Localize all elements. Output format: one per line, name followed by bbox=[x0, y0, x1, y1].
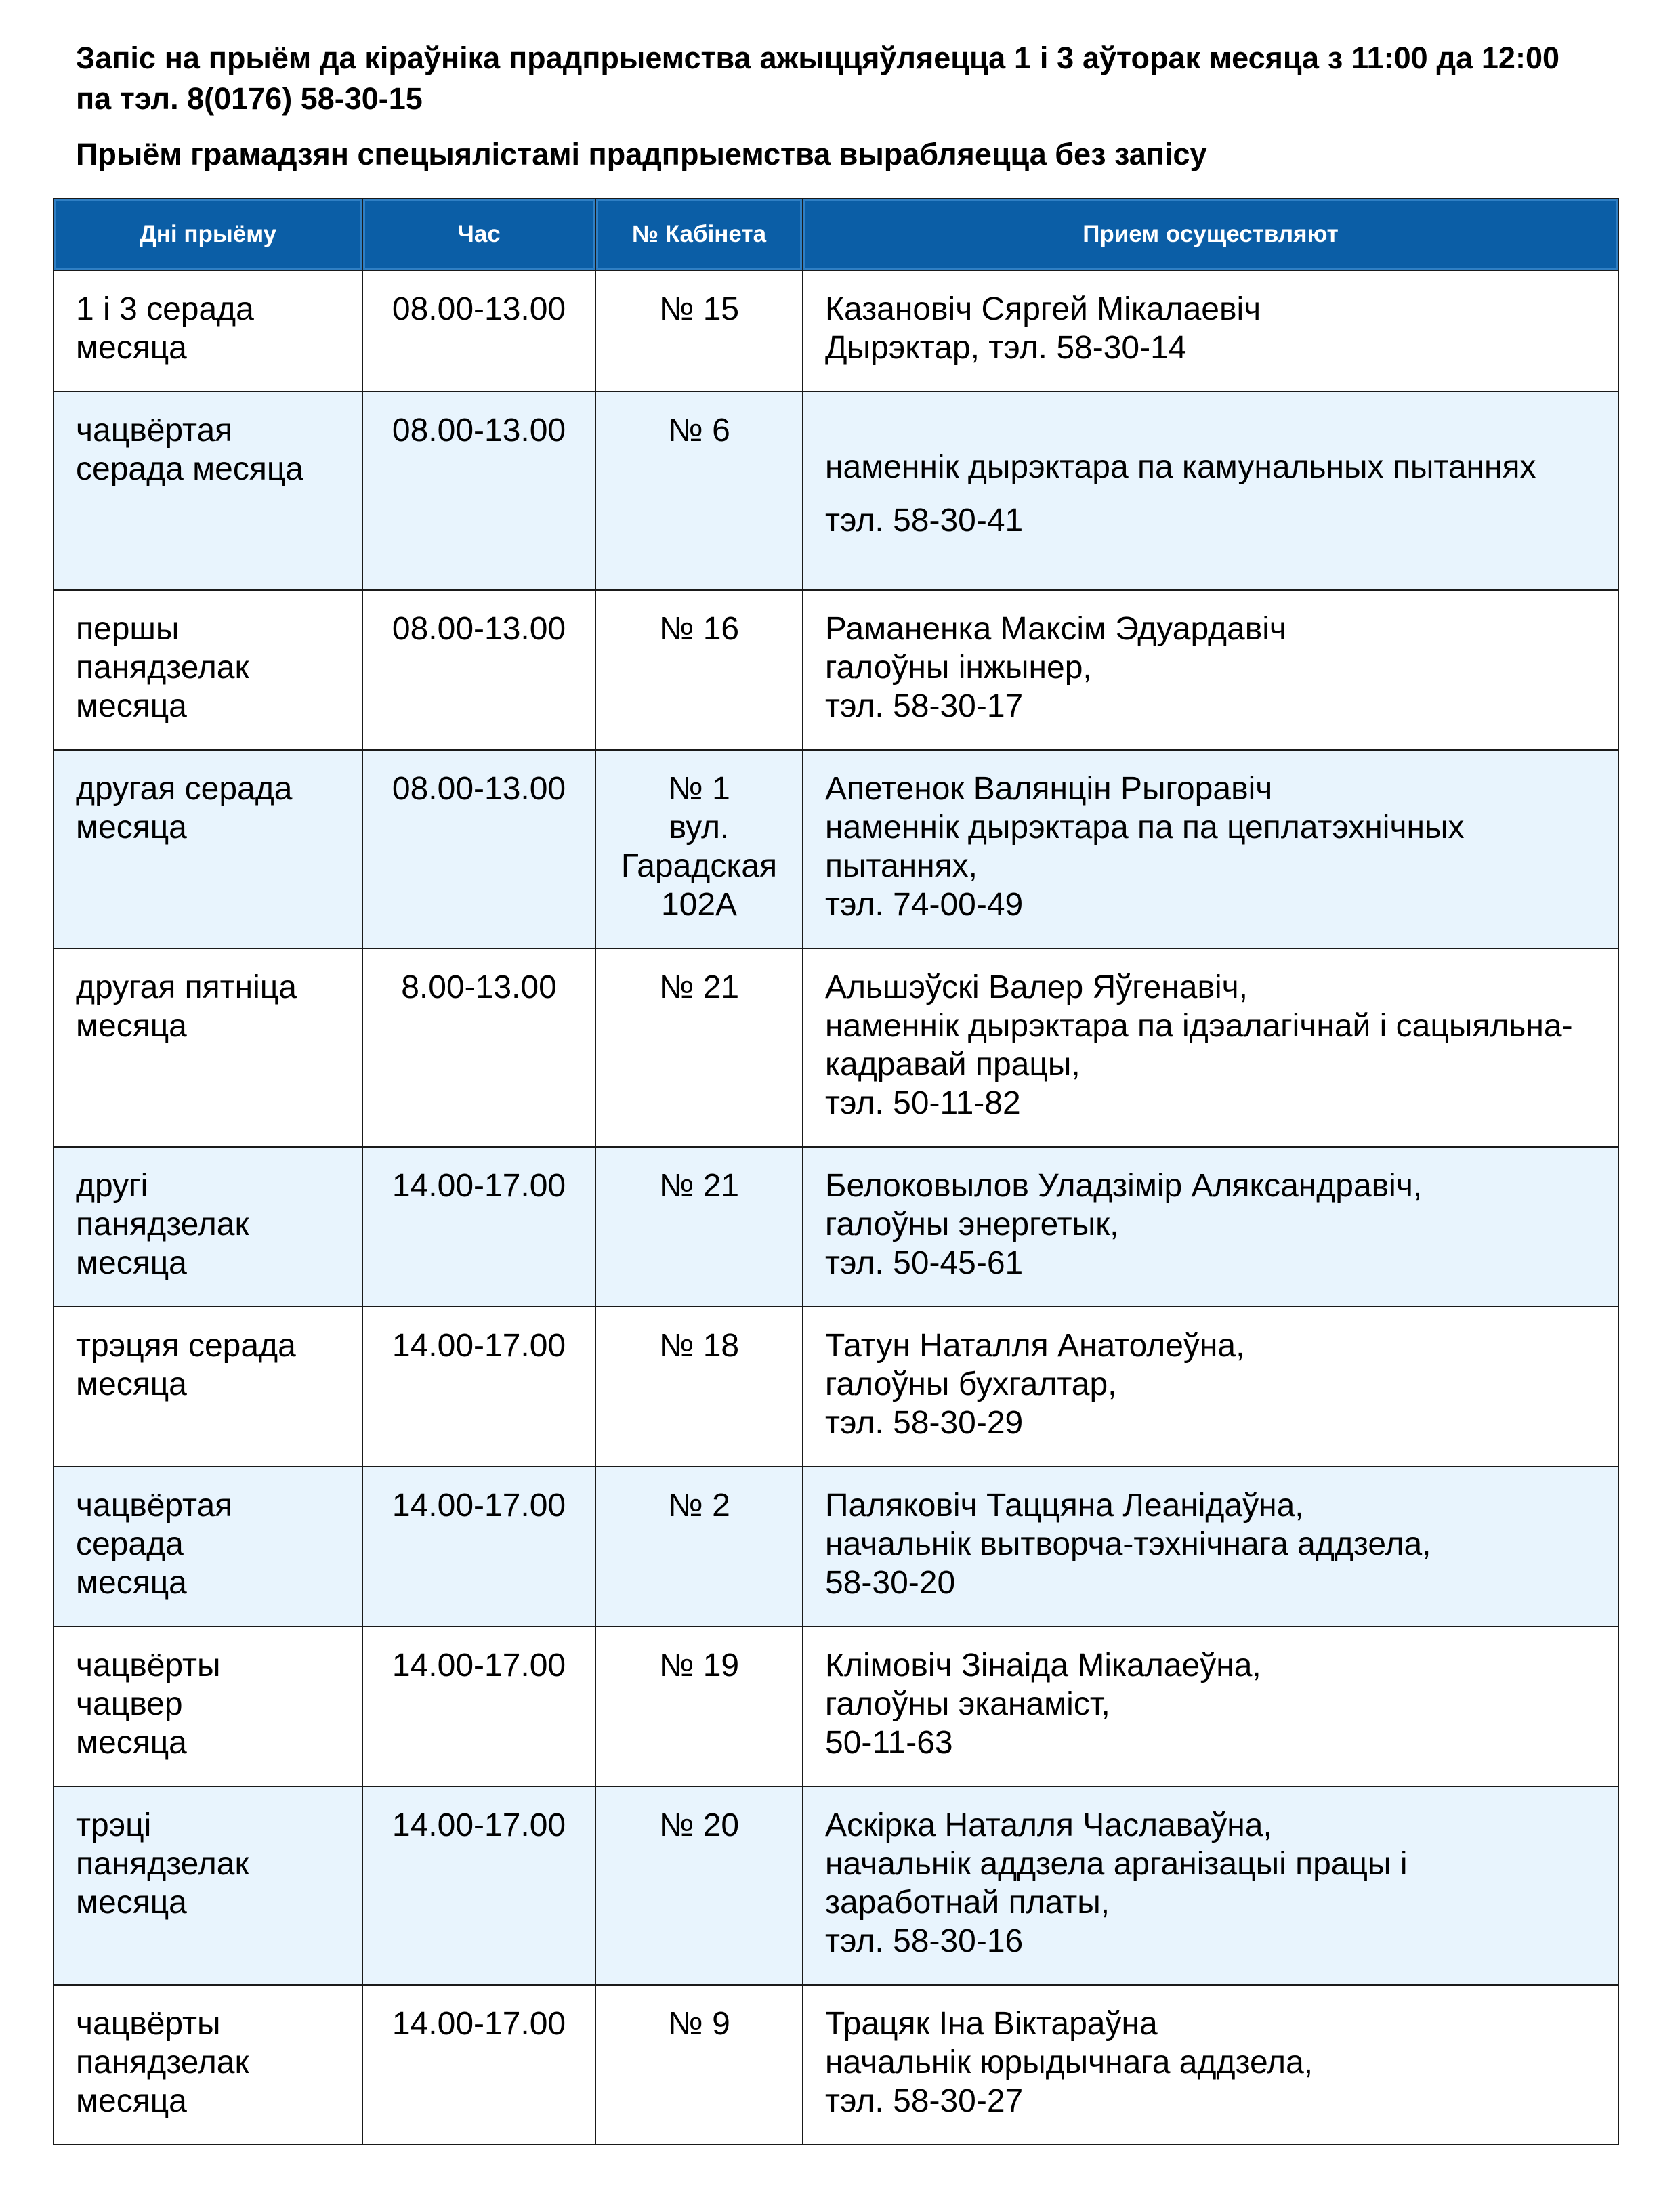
table-row bbox=[54, 1467, 1618, 1627]
cell-person bbox=[803, 1786, 1618, 1985]
day-line: другая серада bbox=[76, 771, 293, 807]
cell-time: 08.00-13.00 bbox=[362, 270, 595, 392]
table-row bbox=[54, 392, 1618, 590]
cell-room bbox=[595, 1786, 803, 1985]
day-line: серада месяца bbox=[76, 451, 303, 487]
day-line: месяца bbox=[76, 1366, 187, 1402]
cell-person bbox=[803, 270, 1618, 392]
day-line: месяца bbox=[76, 1885, 187, 1921]
day-line: серада bbox=[76, 1526, 184, 1562]
table-row bbox=[54, 1786, 1618, 1985]
table-row bbox=[54, 270, 1618, 392]
day-line: панядзелак bbox=[76, 2044, 249, 2080]
room-line: № 16 bbox=[658, 611, 740, 647]
cell-person bbox=[803, 1307, 1618, 1467]
table-row bbox=[54, 1985, 1618, 2145]
cell-day bbox=[54, 1147, 362, 1307]
person-line: наменнік дырэктара па па цеплатэхнічных bbox=[825, 810, 1465, 845]
header-room: № Кабінета bbox=[595, 198, 803, 270]
day-line: чацвёртая bbox=[76, 1488, 233, 1524]
room-line: 102А bbox=[660, 887, 738, 923]
person-line: 58-30-20 bbox=[825, 1565, 956, 1601]
person-line: тэл. 58-30-16 bbox=[825, 1923, 1024, 1959]
cell-time: 08.00-13.00 bbox=[362, 590, 595, 750]
room-line: № 2 bbox=[668, 1488, 730, 1524]
person-line: Клімовіч Зінаіда Мікалаеўна, bbox=[825, 1648, 1261, 1683]
room-line: вул. bbox=[669, 810, 730, 845]
person-line: Раманенка Максім Эдуардавіч bbox=[825, 611, 1286, 647]
subtitle: Прыём грамадзян спецыялістамі прадпрыемства вырабляецца без запісу bbox=[76, 137, 1207, 171]
day-line: месяца bbox=[76, 1725, 187, 1761]
cell-time: 14.00-17.00 bbox=[362, 1786, 595, 1985]
cell-room bbox=[595, 1307, 803, 1467]
table-body bbox=[54, 270, 1618, 2145]
cell-day bbox=[54, 270, 362, 392]
day-line: чацвёрты bbox=[76, 2006, 221, 2042]
cell-day bbox=[54, 1627, 362, 1786]
table-row bbox=[54, 750, 1618, 948]
cell-time: 8.00-13.00 bbox=[362, 948, 595, 1147]
person-line: наменнік дырэктара па ідэалагічнай і сацыяльна- bbox=[825, 1008, 1573, 1044]
person-line: заработнай платы, bbox=[825, 1885, 1110, 1921]
cell-room bbox=[595, 1147, 803, 1307]
day-line: чацвёртая bbox=[76, 413, 233, 448]
person-line: пытаннях, bbox=[825, 848, 978, 884]
cell-day bbox=[54, 392, 362, 590]
person-line: Казановіч Сяргей Мікалаевіч bbox=[825, 291, 1261, 327]
day-line: другая пятніца bbox=[76, 969, 297, 1005]
person-line: Апетенок Валянцін Рыгоравіч bbox=[825, 771, 1273, 807]
person-line: начальнік вытворча-тэхнічнага аддзела, bbox=[825, 1526, 1431, 1562]
person-line: галоўны эканаміст, bbox=[825, 1686, 1110, 1722]
cell-person bbox=[803, 750, 1618, 948]
person-line: 50-11-63 bbox=[825, 1725, 953, 1761]
cell-time: 08.00-13.00 bbox=[362, 750, 595, 948]
cell-time: 14.00-17.00 bbox=[362, 1467, 595, 1627]
person-line: галоўны энергетык, bbox=[825, 1207, 1119, 1242]
cell-room bbox=[595, 948, 803, 1147]
intro-text: Запіс на прыём да кіраўніка прадпрыемства ажыццяўляецца 1 і 3 аўторак месяца з 11:00 да 12:00 па тэл. 8(0176) 58-30-15 bbox=[76, 41, 1559, 116]
cell-time: 14.00-17.00 bbox=[362, 1307, 595, 1467]
day-line: месяца bbox=[76, 2083, 187, 2119]
room-line: № 21 bbox=[658, 1168, 740, 1204]
cell-day bbox=[54, 1985, 362, 2145]
header-person: Прием осуществляют bbox=[803, 198, 1618, 270]
header-time: Час bbox=[362, 198, 595, 270]
cell-person bbox=[803, 1147, 1618, 1307]
cell-room bbox=[595, 750, 803, 948]
person-line: начальнік юрыдычнага аддзела, bbox=[825, 2044, 1314, 2080]
day-line: чацвёрты bbox=[76, 1648, 221, 1683]
room-line: № 9 bbox=[668, 2006, 730, 2042]
cell-person bbox=[803, 1985, 1618, 2145]
cell-day bbox=[54, 1467, 362, 1627]
header-day: Дні прыёму bbox=[54, 198, 362, 270]
cell-room bbox=[595, 392, 803, 590]
day-line: другі bbox=[76, 1168, 148, 1204]
cell-person bbox=[803, 590, 1618, 750]
day-line: месяца bbox=[76, 688, 187, 724]
day-line: панядзелак bbox=[76, 1207, 249, 1242]
table-row bbox=[54, 948, 1618, 1147]
table-row bbox=[54, 1147, 1618, 1307]
cell-time: 14.00-17.00 bbox=[362, 1627, 595, 1786]
person-line: Альшэўскі Валер Яўгенавіч, bbox=[825, 969, 1248, 1005]
schedule-table bbox=[53, 198, 1619, 2145]
cell-time: 14.00-17.00 bbox=[362, 1985, 595, 2145]
person-line: галоўны інжынер, bbox=[825, 650, 1092, 686]
room-line: № 21 bbox=[658, 969, 740, 1005]
day-line: месяца bbox=[76, 1008, 187, 1044]
table-row bbox=[54, 1627, 1618, 1786]
room-line: № 20 bbox=[658, 1807, 740, 1843]
person-line: Трацяк Іна Віктараўна bbox=[825, 2006, 1158, 2042]
day-line: месяца bbox=[76, 330, 187, 366]
room-line: Гарадская bbox=[621, 848, 778, 884]
day-line: трэці bbox=[76, 1807, 152, 1843]
cell-room bbox=[595, 590, 803, 750]
person-line: наменнік дырэктара па камунальных пытаннях bbox=[825, 449, 1536, 485]
cell-day bbox=[54, 590, 362, 750]
room-line: № 6 bbox=[668, 413, 730, 448]
day-line: месяца bbox=[76, 810, 187, 845]
cell-person bbox=[803, 1627, 1618, 1786]
cell-time: 08.00-13.00 bbox=[362, 392, 595, 590]
cell-day bbox=[54, 1307, 362, 1467]
person-line: тэл. 50-11-82 bbox=[825, 1085, 1021, 1121]
cell-person bbox=[803, 392, 1618, 590]
person-line: Белоковылов Уладзімір Аляксандравіч, bbox=[825, 1168, 1423, 1204]
cell-person bbox=[803, 948, 1618, 1147]
day-line: панядзелак bbox=[76, 650, 249, 686]
room-line: № 15 bbox=[658, 291, 740, 327]
day-line: месяца bbox=[76, 1245, 187, 1281]
person-line: галоўны бухгалтар, bbox=[825, 1366, 1117, 1402]
cell-room bbox=[595, 1985, 803, 2145]
person-line: тэл. 50-45-61 bbox=[825, 1245, 1024, 1281]
person-line: кадравай працы, bbox=[825, 1047, 1080, 1083]
cell-room bbox=[595, 1467, 803, 1627]
person-line: Аскірка Наталля Чаславаўна, bbox=[825, 1807, 1272, 1843]
day-line: панядзелак bbox=[76, 1846, 249, 1882]
room-line: № 19 bbox=[658, 1648, 740, 1683]
person-line: Татун Наталля Анатолеўна, bbox=[825, 1328, 1245, 1364]
day-line: чацвер bbox=[76, 1686, 183, 1722]
cell-day bbox=[54, 948, 362, 1147]
person-line: тэл. 58-30-17 bbox=[825, 688, 1024, 724]
person-line: Дырэктар, тэл. 58-30-14 bbox=[825, 330, 1187, 366]
room-line: № 18 bbox=[658, 1328, 740, 1364]
person-line: начальнік аддзела арганізацыі працы і bbox=[825, 1846, 1408, 1882]
cell-room bbox=[595, 270, 803, 392]
person-line: тэл. 58-30-41 bbox=[825, 503, 1024, 539]
person-line: Паляковіч Таццяна Леанідаўна, bbox=[825, 1488, 1304, 1524]
table-row bbox=[54, 1307, 1618, 1467]
cell-person bbox=[803, 1467, 1618, 1627]
cell-room bbox=[595, 1627, 803, 1786]
cell-time: 14.00-17.00 bbox=[362, 1147, 595, 1307]
room-line: № 1 bbox=[668, 771, 730, 807]
day-line: першы bbox=[76, 611, 180, 647]
day-line: 1 і 3 серада bbox=[76, 291, 254, 327]
cell-day bbox=[54, 1786, 362, 1985]
person-line: тэл. 74-00-49 bbox=[825, 887, 1024, 923]
table-row bbox=[54, 590, 1618, 750]
cell-day bbox=[54, 750, 362, 948]
person-line: тэл. 58-30-29 bbox=[825, 1405, 1024, 1441]
table-header-row bbox=[54, 198, 1618, 270]
day-line: трэцяя серада bbox=[76, 1328, 296, 1364]
day-line: месяца bbox=[76, 1565, 187, 1601]
person-line: тэл. 58-30-27 bbox=[825, 2083, 1024, 2119]
